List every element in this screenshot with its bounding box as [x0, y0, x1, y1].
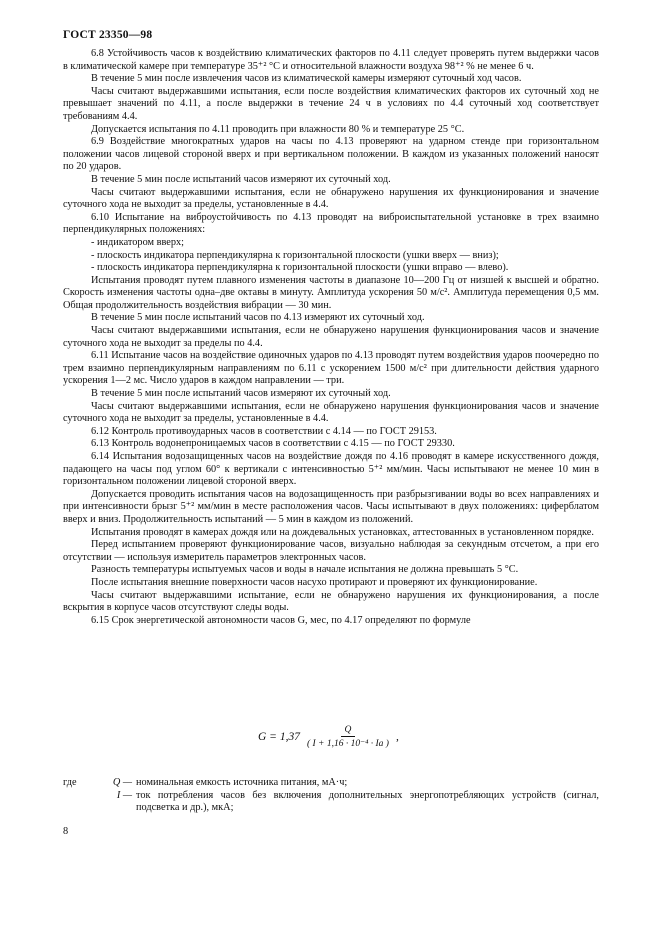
paragraph: После испытания внешние поверхности часов насухо протирают и проверяют их функционирование. — [91, 576, 538, 588]
paragraph: Часы считают выдержавшими испытания, если не обнаружено нарушения функционирования часов и значение суточного хода не выходит за пределы по 4.4. — [63, 325, 599, 349]
legend-row — [63, 777, 599, 790]
paragraph: В течение 5 мин после испытаний часов по 4.13 измеряют их суточный ход. — [91, 312, 425, 324]
formula-lhs: G = 1,37 — [258, 731, 300, 743]
paragraph: 6.12 Контроль противоударных часов в соответствии с 4.14 — по ГОСТ 29153. — [91, 425, 437, 437]
paragraph: Перед испытанием проверяют функционирование часов, визуально наблюдая за секундным отсчетом, а при его отсутствии — используя измеритель параметров электронных часов. — [63, 539, 599, 563]
paragraph: Испытания проводят путем плавного изменения частоты в диапазоне 10—200 Гц от низшей к высшей и обратно. Скорость изменения частоты одна–две октавы в минуту. Амплитуда ускорения 50 м/с². Амплитуда перемещения 0,5 мм. Общая продолжительность воздействия вибрации — 30 мин. — [63, 274, 599, 311]
legend-symbol: I — — [116, 789, 132, 801]
formula-fraction — [303, 725, 393, 749]
formula-denominator: ( I + 1,16 · 10⁻⁴ · Iа ) — [306, 739, 389, 749]
list-item: - индикатором вверх; — [91, 236, 185, 248]
legend-text: ток потребления часов без включения дополнительных энергопотребляющих устройств (сигнал, подсветка и др.), мкА; — [136, 789, 599, 814]
standard-header: ГОСТ 23350—98 — [63, 29, 153, 41]
paragraph: 6.14 Испытания водозащищенных часов на воздействие дождя по 4.16 проводят в камере искусственного дождя, падающего на часы под углом 60° к вертикали с интенсивностью 5⁺² мм/мин. Часы испытывают не менее 10 мин в горизонтальном положении лицевой стороной вверх. — [63, 451, 599, 488]
paragraph: Часы считают выдержавшими испытания, если после воздействия климатических факторов их суточный ход не превышает значений по 4.11, а после выдержки в течение 24 ч в условиях по 4.4 суточный ход соответствует требованиям 4.4. — [63, 85, 599, 122]
page-number: 8 — [63, 826, 69, 837]
autonomy-formula — [258, 722, 399, 752]
paragraph: Испытания проводят в камерах дождя или на дождевальных установках, аттестованных в установленном порядке. — [91, 526, 594, 538]
formula-legend — [63, 777, 599, 815]
paragraph: В течение 5 мин после испытаний часов измеряют их суточный ход. — [91, 388, 391, 400]
paragraph: 6.13 Контроль водонепроницаемых часов в соответствии с 4.15 — по ГОСТ 29330. — [91, 438, 455, 450]
paragraph: В течение 5 мин после извлечения часов из климатической камеры измеряют суточный ход часов. — [91, 73, 522, 85]
paragraph: В течение 5 мин после испытаний часов измеряют их суточный ход. — [91, 173, 391, 185]
paragraph: Разность температуры испытуемых часов и воды в начале испытания не должна превышать 5 °С. — [91, 564, 519, 576]
legend-where-label: где — [63, 777, 77, 788]
paragraph: 6.11 Испытание часов на воздействие одиночных ударов по 4.13 проводят путем воздействия ударов поочередно по трем взаимно перпендикулярным направлениям по 6.11 с ускорением 1500 м/с² при длительности действия ударного ускорения 1—2 мс. Число ударов в каждом направлении — три. — [63, 350, 599, 387]
legend-text: номинальная емкость источника питания, мА·ч; — [136, 777, 348, 788]
paragraph: 6.9 Воздействие многократных ударов на часы по 4.13 проверяют на ударном стенде при горизонтальном положении часов лицевой стороной вверх и при вертикальном положении. В каждом из указанных положений наносят по 20 ударов. — [63, 136, 599, 173]
paragraph: 6.10 Испытание на виброустойчивость по 4.13 проводят на виброиспытательной установке в трех взаимно перпендикулярных положениях: — [63, 211, 599, 236]
paragraph: Часы считают выдержавшими испытание, если не обнаружено нарушения их функционирования, а после вскрытия в корпусе часов отсутствуют следы воды. — [63, 589, 599, 614]
paragraph: 6.15 Срок энергетической автономности часов G, мес, по 4.17 определяют по формуле — [91, 614, 471, 626]
formula-numerator: Q — [341, 725, 356, 737]
paragraph: Допускается испытания по 4.11 проводить при влажности 80 % и температуре 25 °С. — [91, 123, 465, 135]
document-body — [63, 48, 599, 627]
list-item: - плоскость индикатора перпендикулярна к горизонтальной плоскости (ушки вверх — вниз); — [91, 249, 499, 261]
list-item: - плоскость индикатора перпендикулярна к горизонтальной плоскости (ушки вправо — влево). — [91, 262, 509, 274]
formula-tail: , — [395, 731, 399, 743]
paragraph: Часы считают выдержавшими испытания, если не обнаружено нарушения функционирования часов и значение суточного хода не выходит за пределы, установленные в 4.4. — [63, 400, 599, 425]
legend-row — [63, 790, 599, 815]
paragraph: Допускается проводить испытания часов на водозащищенность при разбрызгивании воды во всех направлениях и при интенсивности брызг 5⁺² мм/мин в месте расположения часов. Часы испытывают в двух положениях: циферблатом вверх и вниз. Продолжительность испытаний — 5 мин в каждом из положений. — [63, 488, 599, 525]
paragraph: 6.8 Устойчивость часов к воздействию климатических факторов по 4.11 следует проверять путем выдержки часов в климатической камере при температуре 35⁺² °С и относительной влажности воздуха 98⁺² % не менее 6 ч. — [63, 48, 599, 72]
legend-spacer — [63, 790, 92, 815]
paragraph: Часы считают выдержавшими испытания, если не обнаружено нарушения их функционирования и значение суточного хода не выходит за пределы, установленные в 4.4. — [63, 186, 599, 211]
legend-symbol: Q — — [112, 777, 132, 788]
